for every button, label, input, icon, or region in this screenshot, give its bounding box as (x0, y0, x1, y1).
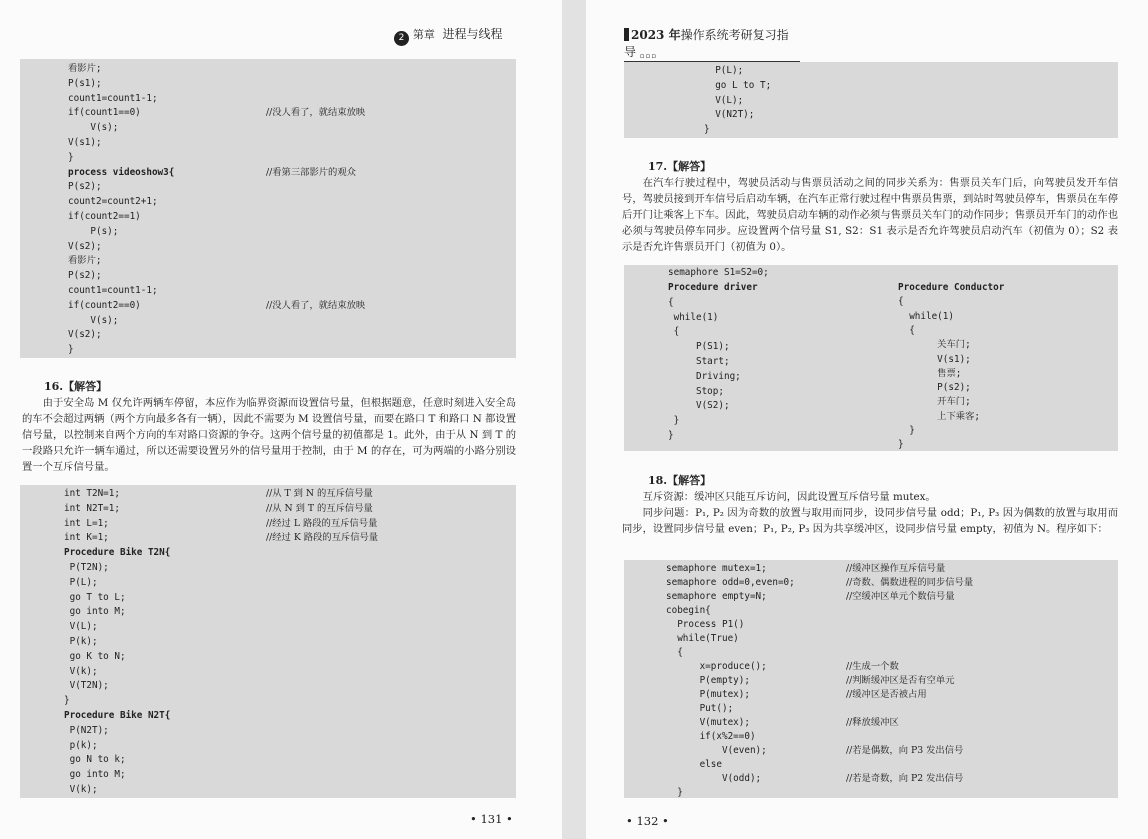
bike-code-line: Procedure Bike T2N{ (64, 547, 171, 559)
question-18-heading: 18.【解答】 (648, 474, 712, 487)
videoshow-code-line: process videoshow3{ (68, 166, 175, 178)
conductor-code-line: { (898, 324, 915, 336)
code-block-bike-end (624, 62, 1118, 138)
driver-code-line: P(S1); (668, 341, 730, 353)
producer-code-line: cobegin{ (666, 605, 711, 616)
bike-code-comment: //从 N 到 T 的互斥信号量 (266, 502, 373, 514)
driver-code-line: while(1) (668, 311, 719, 323)
question-18-line-mutex: 互斥资源：缓冲区只能互斥访问，因此设置互斥信号量 mutex。 (642, 491, 936, 503)
question-16-paragraph: 由于安全岛 M 仅允许两辆车停留，本应作为临界资源而设置信号量，但根据题意，任意时刻进入安全岛的车不会超过两辆（两个方向最多各有一辆），因此不需要为 M 设置信号量，而要在路口 T 和路口 N 都设置信号量，以控制来自两个方向的车对路口资源的争夺。这两个信号量的初值都是 1。此外，由于从 N 到 T 的一段路只允许一辆车通过，所以还需要设置另外的信号量用于控制，由于 M 的存在，可为两端的小路分别设置一个互斥信号量。 (22, 397, 516, 473)
videoshow-code-comment: //看第三部影片的观众 (266, 166, 356, 178)
driver-code-line: Stop; (668, 385, 724, 397)
bike-code-line: P(k); (64, 636, 98, 647)
bike-end-code-line: P(L); (704, 65, 744, 76)
videoshow-code-line: V(s2); (68, 240, 102, 252)
producer-code-comment: //若是奇数，向 P2 发出信号 (846, 773, 964, 784)
bike-code-line: } (64, 695, 70, 707)
question-18-line-sync: 同步问题：P₁, P₂ 因为奇数的放置与取用而同步，设同步信号量 odd；P₁, P₃ 因为偶数的放置与取用而同步，设置同步信号量 even；P₁, P₂, P₃ 因为共享缓冲区，设同步信号量 empty，初值为 N。程序如下： (622, 507, 1118, 535)
bike-code-line: int N2T=1; (64, 502, 120, 514)
producer-code-line: Process P1() (666, 619, 745, 630)
producer-code-comment: //判断缓冲区是否有空单元 (846, 675, 955, 686)
driver-code-line: { (668, 326, 680, 338)
bike-code-line: int K=1; (64, 532, 109, 544)
videoshow-code-line: if(count1==0) (68, 107, 141, 119)
page-number-132: • 132 • (626, 814, 669, 828)
code-block-videoshow (20, 59, 516, 358)
right-page (586, 0, 1148, 839)
driver-code-line: } (668, 430, 674, 441)
header-year: 2023 年 (631, 28, 681, 42)
code-block-producer (624, 560, 1118, 798)
videoshow-code-line: if(count2==0) (68, 299, 141, 311)
videoshow-code-line: } (68, 344, 74, 356)
producer-code-line: else (666, 759, 722, 770)
producer-code-line: { (666, 647, 683, 658)
videoshow-code-line: V(s1); (68, 137, 102, 148)
bike-code-line: int T2N=1; (64, 488, 120, 499)
producer-code-line: P(empty); (666, 675, 750, 686)
conductor-code-line: 上下乘客; (898, 410, 980, 422)
bike-code-comment: //经过 K 路段的互斥信号量 (266, 532, 379, 544)
chapter-prefix: 第 (412, 28, 424, 41)
conductor-code-line: Procedure Conductor (898, 282, 1005, 293)
header-bar-mark (624, 28, 629, 41)
conductor-code-line: } (898, 425, 915, 436)
bike-end-code-line: } (704, 124, 710, 136)
producer-code-comment: //空缓冲区单元个数信号量 (846, 591, 955, 602)
bike-code-line: int L=1; (64, 517, 109, 529)
producer-code-comment: //若是偶数，向 P3 发出信号 (846, 745, 964, 756)
producer-code-line: semaphore empty=N; (666, 591, 767, 602)
videoshow-code-line: P(s1); (68, 77, 102, 89)
conductor-code-line: 开车门; (898, 396, 971, 408)
videoshow-code-line: count1=count1-1; (68, 92, 158, 104)
header-squares-icon: ▫▫▫ (639, 52, 658, 60)
producer-code-line: V(odd); (666, 773, 762, 784)
bike-code-line: go K to N; (64, 650, 126, 662)
videoshow-code-comment: //没人看了，就结束放映 (266, 107, 366, 119)
videoshow-code-line: } (68, 151, 74, 163)
producer-code-line: semaphore odd=0,even=0; (666, 577, 795, 588)
producer-code-comment: //释放缓冲区 (846, 717, 899, 728)
producer-code-line: semaphore mutex=1; (666, 563, 767, 574)
producer-code-line: } (666, 787, 683, 798)
videoshow-code-line: P(s2); (68, 181, 102, 193)
code-block-driver-conductor (624, 265, 1118, 451)
driver-code-line: V(S2); (668, 400, 730, 412)
semaphore-declaration: semaphore S1=S2=0; (668, 267, 769, 278)
driver-code-line: } (668, 415, 680, 427)
bike-end-code-line: V(N2T); (704, 109, 755, 121)
bike-code-line: P(L); (64, 576, 98, 588)
bike-code-comment: //从 T 到 N 的互斥信号量 (266, 488, 373, 499)
driver-code-line: Procedure driver (668, 282, 758, 293)
left-page (0, 0, 562, 839)
videoshow-code-line: V(s2); (68, 329, 102, 341)
videoshow-code-line: P(s2); (68, 270, 102, 282)
bike-code-line: go into M; (64, 769, 126, 781)
bike-code-line: go T to L; (64, 591, 126, 603)
driver-code-line: Start; (668, 356, 730, 367)
chapter-title: 进程与线程 (442, 27, 503, 41)
bike-code-comment: //经过 L 路段的互斥信号量 (266, 517, 378, 529)
videoshow-code-line: V(s); (68, 122, 119, 134)
producer-code-comment: //奇数、偶数进程的同步信号量 (846, 577, 974, 588)
conductor-code-line: while(1) (898, 310, 954, 322)
producer-code-line: while(True) (666, 633, 739, 644)
question-17-paragraph: 在汽车行驶过程中，驾驶员活动与售票员活动之间的同步关系为：售票员关车门后，向驾驶员发开车信号，驾驶员接到开车信号后启动车辆，在汽车正常行驶过程中售票员售票，到站时驾驶员停车，售票员在车停后开门让乘客上下车。因此，驾驶员启动车辆的动作必须与售票员关车门的动作同步；售票员开车门的动作也必须与驾驶员停车同步。应设置两个信号量 S1, S2：S1 表示是否允许驾驶员启动汽车（初值为 0）；S2 表示是否允许售票员开门（初值为 0）。 (622, 177, 1118, 253)
chapter-suffix: 章 (423, 28, 435, 41)
bike-code-line: V(T2N); (64, 680, 109, 692)
question-17-heading: 17.【解答】 (648, 160, 712, 173)
producer-code-comment: //缓冲区操作互斥信号量 (846, 563, 946, 574)
producer-code-line: P(mutex); (666, 689, 750, 700)
conductor-code-line: V(s1); (898, 353, 971, 365)
left-running-header (394, 25, 502, 46)
bike-code-line: V(k); (64, 784, 98, 795)
videoshow-code-line: 看影片; (68, 255, 102, 267)
bike-end-code-line: V(L); (704, 94, 744, 106)
videoshow-code-comment: //没人看了，就结束放映 (266, 299, 366, 311)
bike-code-line: go N to k; (64, 754, 126, 766)
bike-code-line: V(L); (64, 621, 98, 633)
producer-code-line: Put(); (666, 703, 734, 714)
header-book-title: 操作系统考研复习指导 (624, 28, 789, 59)
producer-code-line: V(mutex); (666, 717, 750, 728)
bike-code-line: Procedure Bike N2T{ (64, 710, 171, 721)
bike-code-line: P(T2N); (64, 562, 109, 573)
conductor-code-line: 关车门; (898, 339, 971, 351)
videoshow-code-line: count2=count2+1; (68, 196, 158, 208)
videoshow-code-line: 看影片; (68, 63, 102, 74)
driver-code-line: Driving; (668, 370, 741, 382)
videoshow-code-line: P(s); (68, 225, 119, 237)
conductor-code-line: } (898, 439, 904, 451)
conductor-code-line: { (898, 296, 904, 308)
code-block-bike (20, 485, 516, 798)
chapter-badge: 2 (394, 31, 409, 46)
videoshow-code-line: if(count2==1) (68, 211, 141, 222)
driver-code-line: { (668, 296, 674, 308)
bike-code-line: V(k); (64, 665, 98, 677)
page-gutter (562, 0, 586, 839)
producer-code-line: V(even); (666, 745, 767, 756)
bike-code-line: go into M; (64, 606, 126, 618)
bike-end-code-line: go L to T; (704, 79, 772, 91)
producer-code-comment: //生成一个数 (846, 661, 899, 672)
videoshow-code-line: V(s); (68, 314, 119, 326)
conductor-code-line: 售票; (898, 367, 962, 379)
question-16-heading: 16.【解答】 (44, 380, 108, 393)
bike-code-line: p(k); (64, 739, 98, 751)
producer-code-line: x=produce(); (666, 661, 767, 672)
question-18-text (622, 489, 1118, 537)
producer-code-comment: //缓冲区是否被占用 (846, 689, 927, 700)
conductor-code-line: P(s2); (898, 382, 971, 394)
producer-code-line: if(x%2==0) (666, 731, 756, 742)
right-running-header (624, 26, 800, 62)
videoshow-code-line: count1=count1-1; (68, 285, 158, 296)
page-number-131: • 131 • (470, 812, 513, 826)
bike-code-line: P(N2T); (64, 724, 109, 736)
